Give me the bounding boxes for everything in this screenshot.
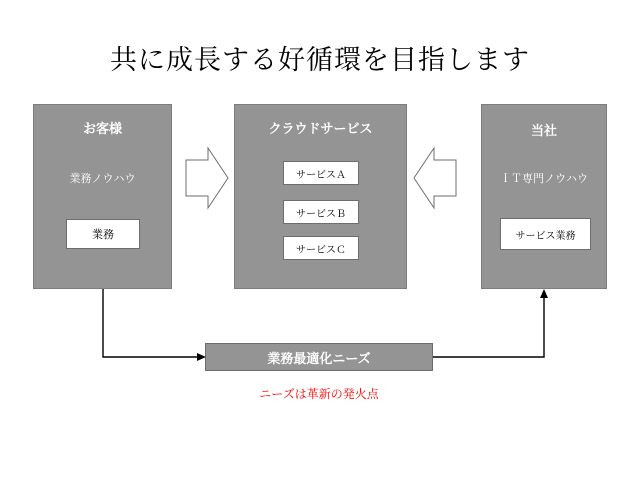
customer-heading: お客様 [82,121,122,136]
company-heading: 当社 [530,123,557,138]
needs-caption: ニーズは革新の発火点 [259,387,379,401]
needs-bar: 業務最適化ニーズ [205,343,433,371]
arrowhead-to-company [540,289,548,298]
company-chip: サービス業務 [500,218,591,250]
company-subtitle: ＩＴ専門ノウハウ [500,173,588,185]
line-customer-to-needs [103,289,200,357]
customer-subtitle: 業務ノウハウ [69,173,136,185]
arrow-customer-to-cloud [186,148,228,208]
customer-chip: 業務 [66,219,140,249]
cloud-service-a: サービスＡ [283,161,359,185]
cloud-service-b: サービスＢ [283,200,359,224]
cloud-service-c: サービスＣ [283,236,359,260]
cloud-heading: クラウドサービス [268,121,373,136]
line-needs-to-company [433,296,544,357]
page-title: 共に成長する好循環を目指します [110,45,530,75]
arrow-company-to-cloud [414,148,456,208]
